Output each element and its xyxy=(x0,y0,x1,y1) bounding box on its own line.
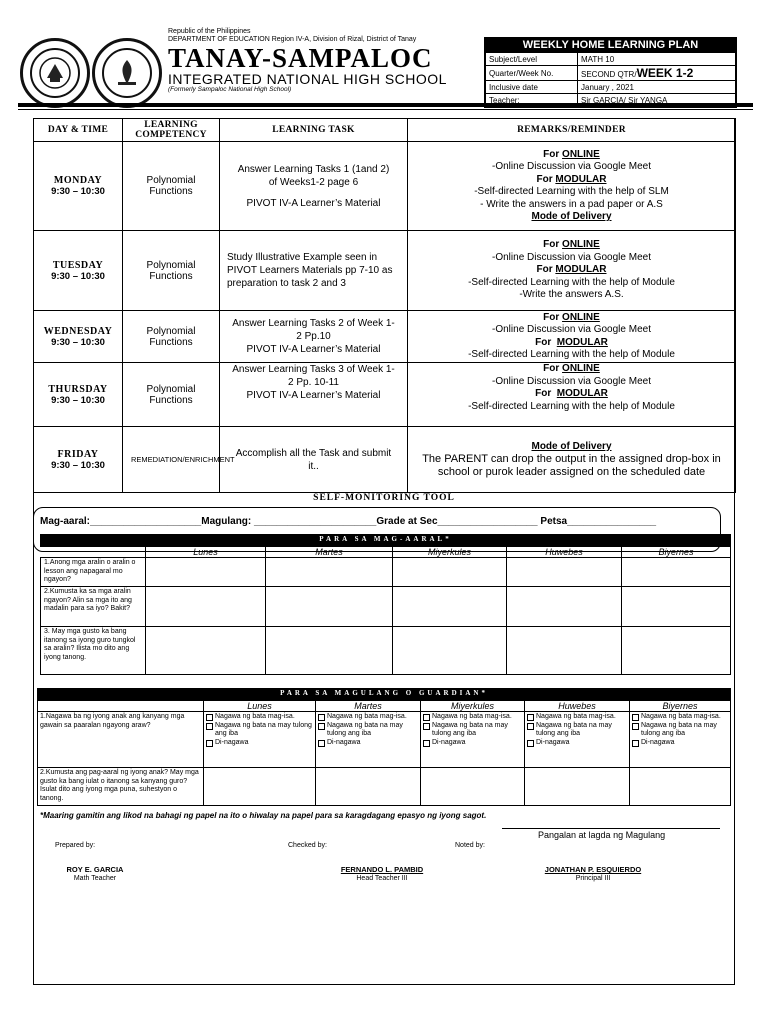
remark-online: For ONLINE xyxy=(543,311,600,323)
teacher-label: Teacher: xyxy=(486,94,578,107)
task-cell xyxy=(220,363,408,427)
day-header: Huwebes xyxy=(507,547,622,558)
option-label: Nagawa ng bata mag-isa. xyxy=(327,713,407,720)
remark-modular: For MODULAR xyxy=(536,173,607,185)
preparer-role: Math Teacher xyxy=(73,875,117,882)
school-name: TANAY-SAMPALOC xyxy=(168,43,433,73)
student-question: 3. May mga gusto ka bang itanong sa iyong guro tungkol sa aralin? Ilista mo dito ang iyong tanong. xyxy=(41,627,146,675)
option-label: Nagawa ng bata na may tulong ang iba xyxy=(215,721,312,737)
remark-for: For xyxy=(535,388,552,399)
subject-label: Subject/Level xyxy=(486,53,578,66)
blank-cell xyxy=(41,547,146,558)
subject-value: MATH 10 xyxy=(578,53,736,66)
checkbox[interactable] xyxy=(206,723,213,730)
remark-modular xyxy=(408,388,735,401)
answer-cell[interactable] xyxy=(393,587,507,627)
checkbox-group xyxy=(204,712,316,768)
remark-line: The PARENT can drop the output in the assigned drop-box in school or purok leader assigned on the scheduled date xyxy=(422,453,721,478)
school-seal xyxy=(92,38,162,108)
day-header: Miyerkules xyxy=(421,701,525,712)
checker-name: FERNANDO L. PAMBID xyxy=(340,865,424,874)
student-question: 2.Kumusta ka sa mga aralin ngayon? Alin sa mga ito ang madalin para sa iyo? Bakit? xyxy=(41,587,146,627)
answer-cell[interactable] xyxy=(204,768,316,806)
answer-cell[interactable] xyxy=(266,587,393,627)
task-cell: Study Illustrative Example seen in PIVOT Learners Materials pp 7-10 as preparation to task 2 and 3 xyxy=(220,231,408,311)
checkbox[interactable] xyxy=(527,740,534,747)
week-value: WEEK 1-2 xyxy=(636,66,694,80)
quarter-value-a: SECOND QTR/ xyxy=(581,70,637,79)
answer-cell[interactable] xyxy=(146,587,266,627)
day-header: Martes xyxy=(316,701,421,712)
checkbox[interactable] xyxy=(318,714,325,721)
header-day-time: DAY & TIME xyxy=(34,119,123,142)
day-header: Martes xyxy=(266,547,393,558)
option-label: Di-nagawa xyxy=(641,738,675,746)
competency-cell: Polynomial Functions xyxy=(123,142,220,231)
smt-title: SELF-MONITORING TOOL xyxy=(313,493,455,503)
checkbox-group xyxy=(630,712,731,768)
checkbox[interactable] xyxy=(527,723,534,730)
learning-plan-table xyxy=(33,118,736,493)
task-text: Answer Learning Tasks 2 of Week 1-2 Pp.10 xyxy=(232,318,395,342)
teacher-value: Sir GARCIA/ Sir YANGA xyxy=(578,94,736,107)
remark-online: For ONLINE xyxy=(543,148,600,160)
checkbox[interactable] xyxy=(206,714,213,721)
student-grid xyxy=(40,534,731,675)
parent-bar: PARA SA MAGULANG O GUARDIAN* xyxy=(38,689,731,701)
answer-cell[interactable] xyxy=(393,558,507,587)
answer-cell[interactable] xyxy=(507,558,622,587)
remark-for: For xyxy=(535,336,552,348)
day-time: 9:30 – 10:30 xyxy=(51,394,105,406)
task-material: PIVOT IV-A Learner’s Material xyxy=(246,390,381,401)
day-cell xyxy=(34,363,123,427)
date-label: Inclusive date xyxy=(486,81,578,94)
option-label: Nagawa ng bata mag-isa. xyxy=(641,713,721,720)
whlp-box xyxy=(484,37,737,108)
remark-line: -Write the answers A.S. xyxy=(519,289,624,301)
remark-online: For ONLINE xyxy=(543,363,600,374)
day-cell xyxy=(34,311,123,363)
checkbox[interactable] xyxy=(206,740,213,747)
checked-label: Checked by: xyxy=(288,842,327,849)
remark-online-text: ONLINE xyxy=(562,311,600,323)
noted-label: Noted by: xyxy=(455,842,485,849)
checkbox[interactable] xyxy=(632,740,639,747)
day-header: Huwebes xyxy=(525,701,630,712)
answer-cell[interactable] xyxy=(266,627,393,675)
school-seal-icon xyxy=(110,56,144,90)
day-header: Biyernes xyxy=(622,547,731,558)
whlp-title: WEEKLY HOME LEARNING PLAN xyxy=(485,38,736,52)
checkbox[interactable] xyxy=(527,714,534,721)
task-material: PIVOT IV-A Learner’s Material xyxy=(246,197,381,209)
option-label: Nagawa ng bata na may tulong ang iba xyxy=(641,721,717,737)
option-label: Di-nagawa xyxy=(432,738,466,746)
remark-modular: For MODULAR xyxy=(536,264,607,276)
remark-line: -Self-directed Learning with the help of SLM xyxy=(474,186,669,197)
parent-question: 1.Nagawa ba ng iyong anak ang kanyang mga gawain sa paaralan ngayong araw? xyxy=(38,712,204,768)
answer-cell[interactable] xyxy=(622,587,731,627)
remark-line: -Online Discussion via Google Meet xyxy=(492,375,651,387)
formerly-text: (Formerly Sampaloc National High School) xyxy=(168,86,292,93)
remark-line: -Self-directed Learning with the help of Module xyxy=(468,400,675,412)
remark-online-text: ONLINE xyxy=(562,239,600,251)
answer-cell[interactable] xyxy=(266,558,393,587)
task-cell: Accomplish all the Task and submit it.. xyxy=(220,427,408,493)
quarter-label: Quarter/Week No. xyxy=(486,66,578,81)
option-label: Nagawa ng bata mag-isa. xyxy=(432,713,512,720)
parent-signature-line[interactable] xyxy=(502,828,720,829)
checkbox[interactable] xyxy=(423,714,430,721)
remark-line: - Write the answers in a pad paper or A.S xyxy=(480,198,663,210)
remarks-cell xyxy=(408,142,736,231)
table-row xyxy=(34,142,736,231)
option-label: Nagawa ng bata na may tulong ang iba xyxy=(536,721,612,737)
name-fill-line[interactable]: Mag-aaral:____________________Magulang: ______________________Grade at Sec__________________ Petsa________________ xyxy=(40,516,657,527)
remarks-cell xyxy=(408,427,736,493)
remark-modular-text: MODULAR xyxy=(555,264,607,276)
remark-online-text: ONLINE xyxy=(562,148,600,160)
answer-cell[interactable] xyxy=(630,768,731,806)
answer-cell[interactable] xyxy=(146,558,266,587)
header-competency: LEARNING COMPETENCY xyxy=(123,119,220,142)
answer-cell[interactable] xyxy=(507,627,622,675)
task-text: Answer Learning Tasks 3 of Week 1-2 Pp. 10-11 xyxy=(232,364,395,388)
checkbox[interactable] xyxy=(632,714,639,721)
day-name: WEDNESDAY xyxy=(43,325,113,337)
deped-text: DEPARTMENT OF EDUCATION Region IV-A, Division of Rizal, District of Tanay xyxy=(168,36,417,43)
competency-cell: REMEDIATION/ENRICHMENT xyxy=(123,427,220,493)
parent-grid xyxy=(37,688,731,806)
day-header: Biyernes xyxy=(630,701,731,712)
competency-cell: Polynomial Functions xyxy=(123,231,220,311)
remark-line: -Online Discussion via Google Meet xyxy=(492,324,651,335)
day-name: THURSDAY xyxy=(48,383,108,395)
parent-signature-label: Pangalan at lagda ng Magulang xyxy=(538,830,666,840)
remark-line: -Self-directed Learning with the help of Module xyxy=(468,276,675,288)
remark-line: -Self-directed Learning with the help of Module xyxy=(468,349,675,360)
competency-cell: Polynomial Functions xyxy=(123,311,220,363)
header-task: LEARNING TASK xyxy=(220,119,408,142)
answer-cell[interactable] xyxy=(393,627,507,675)
option-label: Nagawa ng bata na may tulong ang iba xyxy=(327,721,403,737)
student-question: 1.Anong mga aralin o aralin o lesson ang napagaral mo ngayon? xyxy=(41,558,146,587)
checkbox[interactable] xyxy=(423,723,430,730)
remarks-cell xyxy=(408,363,736,427)
task-text: Answer Learning Tasks 1 (1and 2) of Weeks1-2 page 6 xyxy=(237,163,390,188)
kagawaran-seal xyxy=(20,38,90,108)
option-label: Di-nagawa xyxy=(327,738,361,746)
day-header: Miyerkules xyxy=(393,547,507,558)
day-time: 9:30 – 10:30 xyxy=(51,459,105,471)
day-header: Lunes xyxy=(204,701,316,712)
task-cell xyxy=(220,142,408,231)
remark-modular-text: MODULAR xyxy=(556,388,608,399)
student-bar: PARA SA MAG-AARAL* xyxy=(41,535,731,547)
answer-cell[interactable] xyxy=(146,627,266,675)
option-label: Nagawa ng bata mag-isa. xyxy=(215,713,295,720)
answer-cell[interactable] xyxy=(622,627,731,675)
noter-role: Principal III xyxy=(575,875,611,882)
table-row xyxy=(34,427,736,493)
task-cell xyxy=(220,311,408,363)
day-time: 9:30 – 10:30 xyxy=(51,270,105,282)
checker-role: Head Teacher III xyxy=(356,875,408,882)
header-rule-thin xyxy=(18,109,753,110)
option-label: Nagawa ng bata na may tulong ang iba xyxy=(432,721,508,737)
remark-online-text: ONLINE xyxy=(562,363,600,374)
answer-cell[interactable] xyxy=(622,558,731,587)
checkbox-group xyxy=(316,712,421,768)
option-label: Nagawa ng bata mag-isa. xyxy=(536,713,616,720)
competency-cell: Polynomial Functions xyxy=(123,363,220,427)
day-cell xyxy=(34,142,123,231)
table-row xyxy=(34,231,736,311)
day-cell xyxy=(34,427,123,493)
remark-modular-text: MODULAR xyxy=(555,173,607,185)
remark-modular-text: MODULAR xyxy=(556,336,608,348)
quarter-value xyxy=(578,66,736,81)
answer-cell[interactable] xyxy=(421,768,525,806)
remark-line: -Online Discussion via Google Meet xyxy=(492,161,651,172)
deped-seal-icon xyxy=(38,56,72,90)
day-name: FRIDAY xyxy=(57,448,99,460)
blank-cell xyxy=(38,701,204,712)
remark-modular xyxy=(408,337,735,350)
checkbox[interactable] xyxy=(632,723,639,730)
answer-cell[interactable] xyxy=(507,587,622,627)
answer-cell[interactable] xyxy=(525,768,630,806)
checkbox[interactable] xyxy=(423,740,430,747)
date-value: January , 2021 xyxy=(578,81,736,94)
day-time: 9:30 – 10:30 xyxy=(51,186,105,197)
option-label: Di-nagawa xyxy=(215,738,249,746)
noter-name: JONATHAN P. ESQUIERDO xyxy=(544,865,642,874)
day-cell xyxy=(34,231,123,311)
parent-question: 2.Kumusta ang pag-aaral ng iyong anak? May mga gusto ka bang iulat o itanong sa kanyang guro? Isulat dito ang iyong mga puna, suhestyon o tanong. xyxy=(38,768,204,806)
checkbox-group xyxy=(421,712,525,768)
remark-online: For ONLINE xyxy=(543,239,600,251)
prepared-label: Prepared by: xyxy=(55,842,96,849)
header-remarks: REMARKS/REMINDER xyxy=(408,119,736,142)
day-name: TUESDAY xyxy=(52,259,104,271)
day-name: MONDAY xyxy=(53,175,103,186)
checkbox[interactable] xyxy=(318,723,325,730)
school-header xyxy=(168,28,488,94)
task-material: PIVOT IV-A Learner’s Material xyxy=(246,344,381,355)
remark-mode: Mode of Delivery xyxy=(531,440,612,452)
school-type: INTEGRATED NATIONAL HIGH SCHOOL xyxy=(168,71,447,87)
preparer-name: ROY E. GARCIA xyxy=(66,865,124,874)
day-time: 9:30 – 10:30 xyxy=(51,336,105,348)
checkbox-group xyxy=(525,712,630,768)
table-row xyxy=(34,363,736,427)
option-label: Di-nagawa xyxy=(536,738,570,746)
remark-mode: Mode of Delivery xyxy=(531,211,612,222)
day-header: Lunes xyxy=(146,547,266,558)
table-row xyxy=(34,311,736,363)
answer-cell[interactable] xyxy=(316,768,421,806)
remarks-cell xyxy=(408,231,736,311)
footnote: *Maaring gamitin ang likod na bahagi ng papel na ito o hiwalay na papel para sa karagdagang epasyo ng iyong sagot. xyxy=(40,811,487,820)
remarks-cell xyxy=(408,311,736,363)
republic-text: Republic of the Philippines xyxy=(168,28,251,35)
remark-line: -Online Discussion via Google Meet xyxy=(492,251,651,263)
checkbox[interactable] xyxy=(318,740,325,747)
